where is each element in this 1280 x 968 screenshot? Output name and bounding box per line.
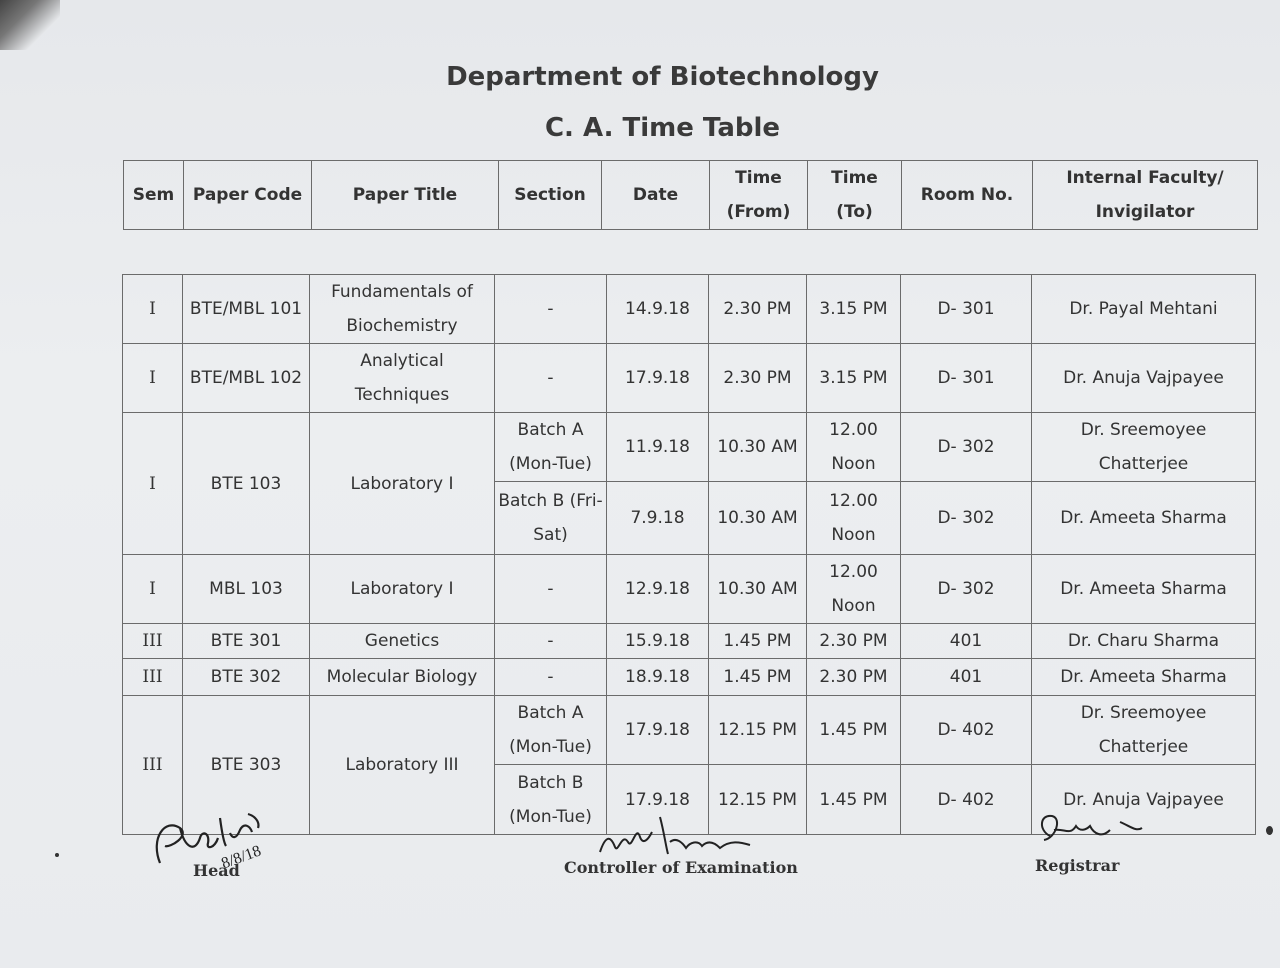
cell-to: 2.30 PM [807, 624, 901, 659]
cell-sem: III [123, 659, 183, 696]
cell-faculty: Dr. Sreemoyee Chatterjee [1032, 413, 1256, 482]
cell-date: 17.9.18 [607, 765, 709, 835]
cell-to: 2.30 PM [807, 659, 901, 696]
cell-room: D- 402 [901, 696, 1032, 765]
cell-from: 1.45 PM [709, 659, 807, 696]
ink-dot [1266, 826, 1273, 835]
cell-from: 10.30 AM [709, 413, 807, 482]
cell-to: 12.00 Noon [807, 413, 901, 482]
col-faculty: Internal Faculty/ Invigilator [1033, 161, 1258, 230]
cell-date: 15.9.18 [607, 624, 709, 659]
cell-title: Analytical Techniques [310, 344, 495, 413]
cell-date: 12.9.18 [607, 555, 709, 624]
cell-section: - [495, 659, 607, 696]
head-signature-date: 8/8/18 [219, 842, 264, 873]
cell-faculty: Dr. Anuja Vajpayee [1032, 765, 1256, 835]
cell-code: MBL 103 [183, 555, 310, 624]
table-row [123, 624, 1256, 659]
cell-faculty: Dr. Anuja Vajpayee [1032, 344, 1256, 413]
cell-date: 17.9.18 [607, 344, 709, 413]
cell-section: Batch B (Fri- Sat) [495, 482, 607, 555]
timetable-header [123, 160, 1258, 230]
cell-sem: III [123, 624, 183, 659]
cell-section: - [495, 344, 607, 413]
cell-from: 10.30 AM [709, 482, 807, 555]
timetable-body [122, 274, 1256, 835]
cell-section: Batch B (Mon-Tue) [495, 765, 607, 835]
cell-room: D- 402 [901, 765, 1032, 835]
cell-code: BTE 303 [183, 696, 310, 835]
cell-to: 12.00 Noon [807, 555, 901, 624]
controller-signature [590, 812, 780, 862]
head-label: Head [193, 861, 240, 880]
registrar-signature [1030, 808, 1160, 856]
cell-section: - [495, 624, 607, 659]
cell-room: D- 301 [901, 344, 1032, 413]
cell-code: BTE 301 [183, 624, 310, 659]
cell-from: 12.15 PM [709, 696, 807, 765]
table-row [123, 696, 1256, 765]
col-sem: Sem [124, 161, 184, 230]
cell-to: 12.00 Noon [807, 482, 901, 555]
col-paper-title: Paper Title [312, 161, 499, 230]
cell-code: BTE/MBL 101 [183, 275, 310, 344]
col-section: Section [499, 161, 602, 230]
table-row [123, 275, 1256, 344]
cell-date: 14.9.18 [607, 275, 709, 344]
cell-from: 2.30 PM [709, 275, 807, 344]
cell-date: 7.9.18 [607, 482, 709, 555]
page-corner-shadow [0, 0, 60, 50]
table-row [123, 555, 1256, 624]
cell-to: 3.15 PM [807, 275, 901, 344]
cell-faculty: Dr. Charu Sharma [1032, 624, 1256, 659]
cell-section: - [495, 555, 607, 624]
cell-code: BTE/MBL 102 [183, 344, 310, 413]
cell-sem: I [123, 344, 183, 413]
cell-title: Genetics [310, 624, 495, 659]
cell-sem: III [123, 696, 183, 835]
registrar-label: Registrar [1035, 856, 1120, 875]
table-row [123, 344, 1256, 413]
cell-room: D- 302 [901, 555, 1032, 624]
cell-title: Laboratory III [310, 696, 495, 835]
cell-section: Batch A (Mon-Tue) [495, 413, 607, 482]
cell-room: 401 [901, 659, 1032, 696]
cell-room: D- 301 [901, 275, 1032, 344]
cell-room: D- 302 [901, 413, 1032, 482]
cell-from: 12.15 PM [709, 765, 807, 835]
cell-faculty: Dr. Ameeta Sharma [1032, 482, 1256, 555]
cell-section: - [495, 275, 607, 344]
cell-date: 18.9.18 [607, 659, 709, 696]
col-date: Date [602, 161, 710, 230]
cell-title: Laboratory I [310, 413, 495, 555]
col-time-from: Time (From) [710, 161, 808, 230]
cell-to: 1.45 PM [807, 696, 901, 765]
col-room: Room No. [902, 161, 1033, 230]
cell-date: 17.9.18 [607, 696, 709, 765]
cell-from: 1.45 PM [709, 624, 807, 659]
cell-faculty: Dr. Ameeta Sharma [1032, 659, 1256, 696]
cell-faculty: Dr. Payal Mehtani [1032, 275, 1256, 344]
cell-from: 2.30 PM [709, 344, 807, 413]
cell-title: Fundamentals of Biochemistry [310, 275, 495, 344]
cell-code: BTE 302 [183, 659, 310, 696]
cell-sem: I [123, 413, 183, 555]
table-row [123, 413, 1256, 482]
cell-to: 1.45 PM [807, 765, 901, 835]
timetable-title: C. A. Time Table [544, 113, 781, 143]
cell-title: Molecular Biology [310, 659, 495, 696]
col-paper-code: Paper Code [184, 161, 312, 230]
cell-sem: I [123, 275, 183, 344]
ink-dot [55, 853, 59, 857]
cell-sem: I [123, 555, 183, 624]
cell-faculty: Dr. Ameeta Sharma [1032, 555, 1256, 624]
table-row [123, 659, 1256, 696]
cell-from: 10.30 AM [709, 555, 807, 624]
controller-label: Controller of Examination [564, 858, 798, 877]
cell-to: 3.15 PM [807, 344, 901, 413]
cell-section: Batch A (Mon-Tue) [495, 696, 607, 765]
department-title: Department of Biotechnology [446, 62, 879, 92]
cell-faculty: Dr. Sreemoyee Chatterjee [1032, 696, 1256, 765]
cell-room: D- 302 [901, 482, 1032, 555]
cell-title: Laboratory I [310, 555, 495, 624]
cell-code: BTE 103 [183, 413, 310, 555]
cell-room: 401 [901, 624, 1032, 659]
col-time-to: Time (To) [808, 161, 902, 230]
cell-date: 11.9.18 [607, 413, 709, 482]
